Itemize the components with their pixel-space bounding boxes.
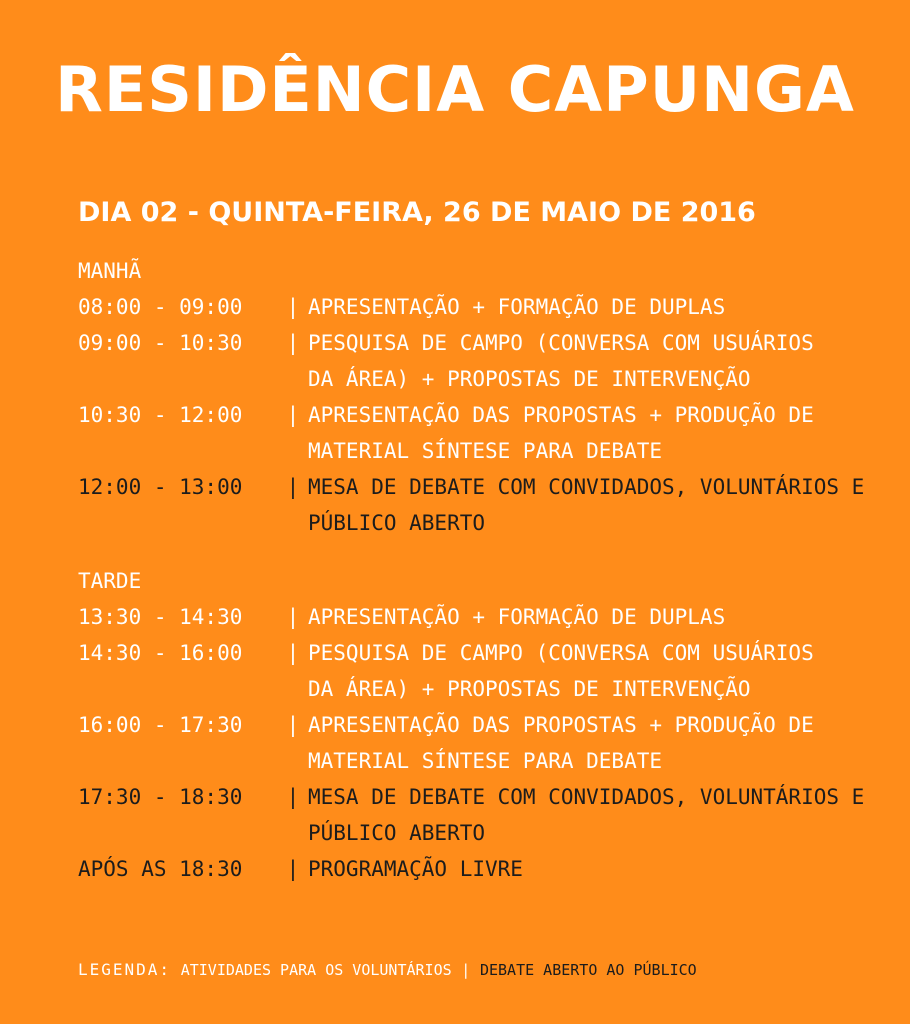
activity-line: APRESENTAÇÃO + FORMAÇÃO DE DUPLAS	[308, 605, 726, 629]
activity-description	[308, 779, 864, 851]
schedule-row	[78, 707, 864, 779]
activity-description	[308, 635, 814, 707]
activity-line: PROGRAMAÇÃO LIVRE	[308, 857, 523, 881]
time-range: 08:00 - 09:00	[78, 295, 243, 319]
activity-description	[308, 325, 814, 397]
activity-line: MATERIAL SÍNTESE PARA DEBATE	[308, 749, 663, 773]
row-separator: |	[286, 403, 300, 427]
row-separator: |	[286, 857, 300, 881]
activity-line: MESA DE DEBATE COM CONVIDADOS, VOLUNTÁRIOS E	[308, 785, 865, 809]
activity-description	[308, 707, 814, 779]
schedule-row	[78, 325, 864, 397]
activity-line: PESQUISA DE CAMPO (CONVERSA COM USUÁRIOS	[308, 641, 814, 665]
row-separator: |	[286, 785, 300, 809]
time-range: 14:30 - 16:00	[78, 641, 243, 665]
activity-line: DA ÁREA) + PROPOSTAS DE INTERVENÇÃO	[308, 367, 751, 391]
activity-line: MATERIAL SÍNTESE PARA DEBATE	[308, 439, 663, 463]
time-range: 13:30 - 14:30	[78, 605, 243, 629]
row-separator: |	[286, 605, 300, 629]
schedule-row-public	[78, 851, 864, 887]
activity-line: PÚBLICO ABERTO	[308, 821, 486, 845]
time-range: 12:00 - 13:00	[78, 475, 243, 499]
activity-line: DA ÁREA) + PROPOSTAS DE INTERVENÇÃO	[308, 677, 751, 701]
activity-description	[308, 851, 523, 887]
row-separator: |	[286, 475, 300, 499]
day-heading: DIA 02 - QUINTA-FEIRA, 26 DE MAIO DE 2016	[78, 197, 756, 228]
schedule-row	[78, 397, 864, 469]
afternoon-section	[78, 563, 864, 887]
activity-description	[308, 289, 725, 325]
row-separator: |	[286, 713, 300, 737]
activity-line: APRESENTAÇÃO + FORMAÇÃO DE DUPLAS	[308, 295, 726, 319]
time-range: APÓS AS 18:30	[78, 857, 243, 881]
activity-description	[308, 599, 725, 635]
activity-line: MESA DE DEBATE COM CONVIDADOS, VOLUNTÁRIOS E	[308, 475, 865, 499]
schedule-row-public	[78, 469, 864, 541]
activity-description	[308, 469, 864, 541]
schedule-row	[78, 635, 864, 707]
morning-heading: MANHÃ	[78, 259, 142, 283]
legend-label: LEGENDA:	[78, 960, 172, 979]
afternoon-heading: TARDE	[78, 569, 142, 593]
poster-title: RESIDÊNCIA CAPUNGA	[55, 53, 855, 126]
schedule-row	[78, 599, 864, 635]
row-separator: |	[286, 295, 300, 319]
activity-line: APRESENTAÇÃO DAS PROPOSTAS + PRODUÇÃO DE	[308, 713, 814, 737]
row-separator: |	[286, 331, 300, 355]
time-range: 10:30 - 12:00	[78, 403, 243, 427]
activity-description	[308, 397, 814, 469]
activity-line: PESQUISA DE CAMPO (CONVERSA COM USUÁRIOS	[308, 331, 814, 355]
time-range: 09:00 - 10:30	[78, 331, 243, 355]
legend-public: DEBATE ABERTO AO PÚBLICO	[479, 961, 697, 979]
row-separator: |	[286, 641, 300, 665]
legend-volunteers: ATIVIDADES PARA OS VOLUNTÁRIOS	[180, 961, 452, 979]
activity-line: PÚBLICO ABERTO	[308, 511, 486, 535]
activity-line: APRESENTAÇÃO DAS PROPOSTAS + PRODUÇÃO DE	[308, 403, 814, 427]
time-range: 17:30 - 18:30	[78, 785, 243, 809]
time-range: 16:00 - 17:30	[78, 713, 243, 737]
legend-separator: |	[461, 961, 471, 979]
morning-section	[78, 253, 864, 541]
schedule-row	[78, 289, 864, 325]
schedule-row-public	[78, 779, 864, 851]
legend	[78, 956, 697, 984]
